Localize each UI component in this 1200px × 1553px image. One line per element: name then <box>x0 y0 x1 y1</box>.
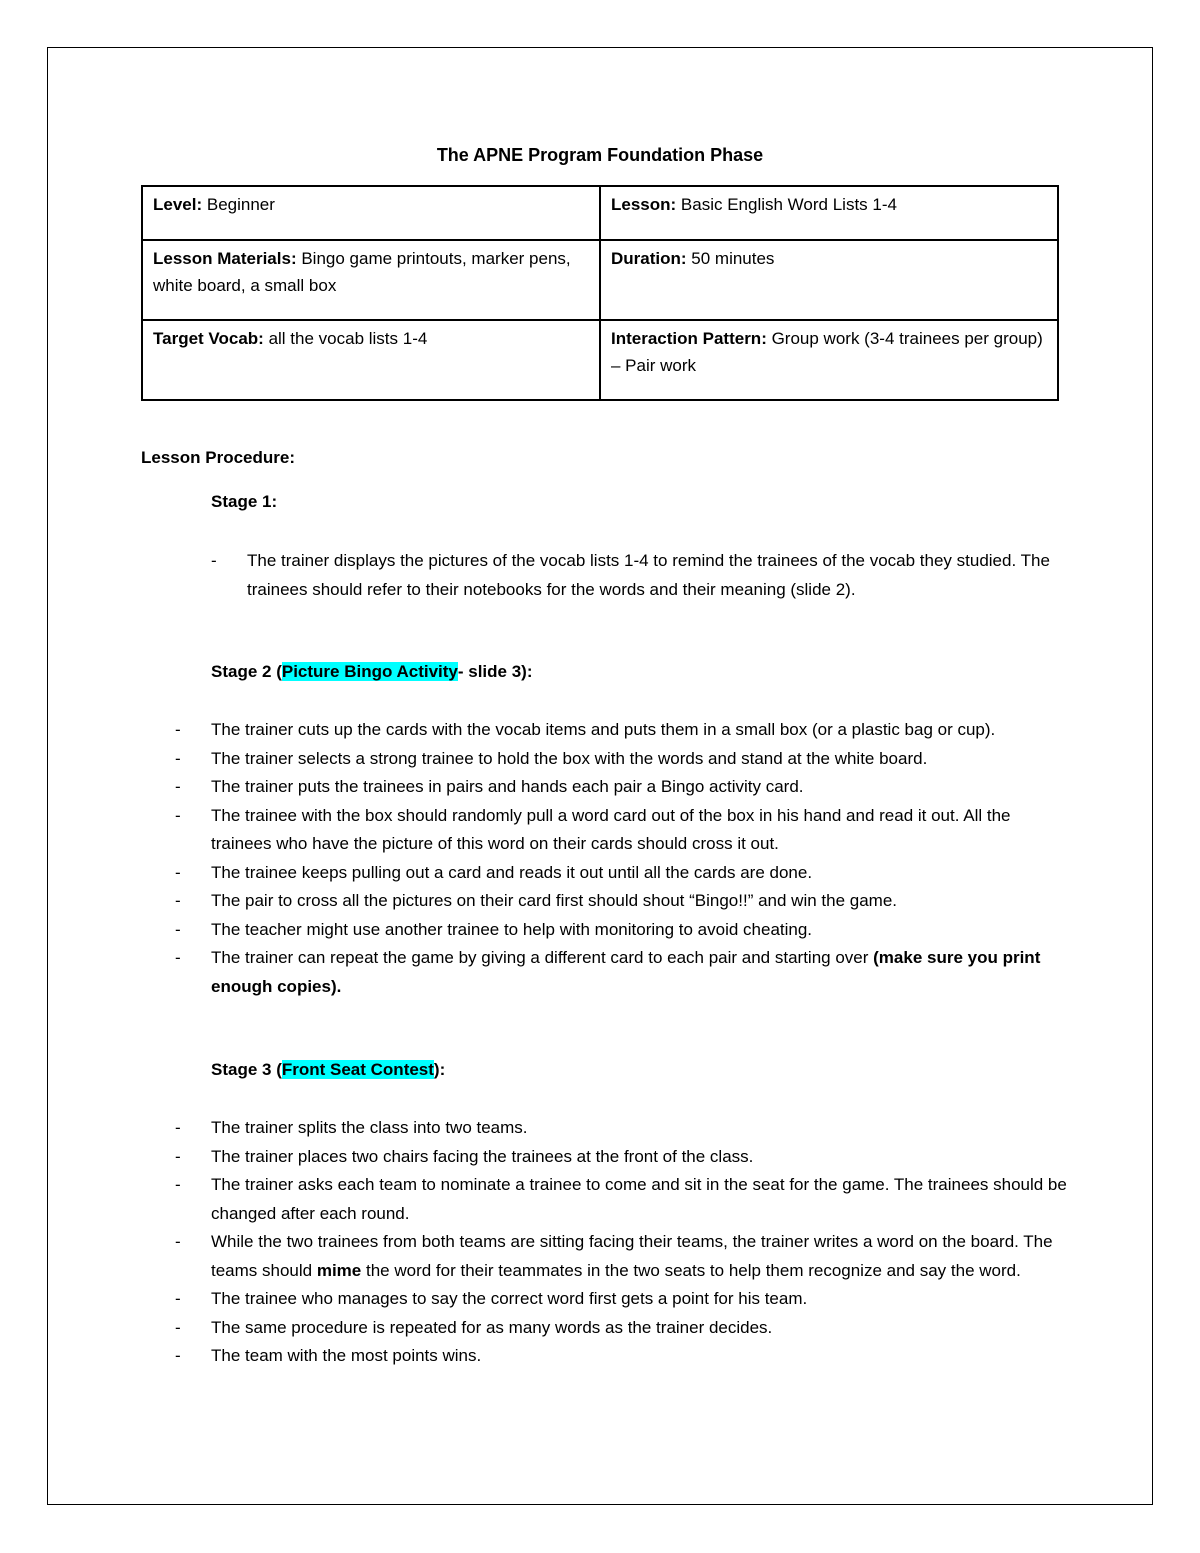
level-value: Beginner <box>202 195 275 214</box>
list-item <box>175 1171 1067 1228</box>
bullet-dash: - <box>175 1118 181 1137</box>
list-item <box>175 859 1067 888</box>
bullet-dash: - <box>175 1175 181 1194</box>
list-item-text: The trainer selects a strong trainee to hold the box with the words and stand at the white board. <box>211 748 928 768</box>
stage2-last-bold: (make sure you print enough copies). <box>211 948 1041 996</box>
list-item-text: The trainer splits the class into two teams. <box>211 1118 528 1137</box>
list-item-text: The teacher might use another trainee to help with monitoring to avoid cheating. <box>211 919 813 939</box>
bullet-dash: - <box>175 748 181 768</box>
list-item-text: The pair to cross all the pictures on their card first should shout “Bingo!!” and win the game. <box>211 891 898 910</box>
list-item-text: The team with the most points wins. <box>211 1346 482 1365</box>
bullet-dash: - <box>175 891 181 910</box>
list-item-text: The trainee with the box should randomly pull a word card out of the box in his hand and read it out. All the trainees who have the picture of this word on their cards should cross it out. <box>211 805 1011 853</box>
stage3-heading-suffix: ): <box>433 1060 446 1079</box>
bullet-dash: - <box>175 1232 181 1251</box>
list-item <box>175 745 1067 774</box>
lesson-cell <box>600 186 1058 240</box>
stage2-heading <box>211 662 533 682</box>
stage3-heading-highlight: Front Seat Contest <box>281 1060 434 1079</box>
list-item <box>175 773 1067 802</box>
bullet-dash: - <box>175 862 181 882</box>
list-item <box>175 1228 1067 1285</box>
bullet-dash: - <box>175 948 181 967</box>
list-item <box>175 1114 1067 1143</box>
stage3-list <box>175 1114 1067 1371</box>
list-item-text: The trainee who manages to say the correct word first gets a point for his team. <box>211 1289 808 1308</box>
list-item-text: The trainer puts the trainees in pairs and hands each pair a Bingo activity card. <box>211 777 804 796</box>
vocab-cell <box>142 320 600 400</box>
list-item <box>175 1285 1067 1314</box>
bullet-dash: - <box>175 777 181 796</box>
stage3-heading-prefix: Stage 3 ( <box>211 1060 282 1079</box>
vocab-label: Target Vocab: <box>153 329 264 348</box>
mime-before: While the two trainees from both teams are sitting facing their teams, the trainer writes a word on the board. The teams should <box>211 1232 1053 1280</box>
level-cell <box>142 186 600 240</box>
list-item <box>175 887 1067 916</box>
stage2-heading-prefix: Stage 2 ( <box>211 662 282 681</box>
duration-label: Duration: <box>611 249 687 268</box>
level-label: Level: <box>153 195 203 214</box>
list-item <box>211 547 1067 604</box>
list-item <box>175 944 1067 1001</box>
interaction-value: Group work (3-4 trainees per group) – Pair work <box>611 329 1043 375</box>
lesson-label: Lesson: <box>611 195 677 214</box>
vocab-value: all the vocab lists 1-4 <box>263 329 428 348</box>
bullet-dash: - <box>175 1146 181 1166</box>
bullet-dash: - <box>211 551 217 570</box>
list-item-text: The trainee keeps pulling out a card and reads it out until all the cards are done. <box>211 862 813 882</box>
stage2-heading-suffix: - slide 3): <box>457 662 533 681</box>
list-item-text: The trainer cuts up the cards with the vocab items and puts them in a small box (or a plastic bag or cup). <box>211 720 996 739</box>
list-item-text: The trainer asks each team to nominate a trainee to come and sit in the seat for the game. The trainees should be changed after each round. <box>211 1175 1067 1223</box>
stage2-last-text: The trainer can repeat the game by giving a different card to each pair and starting over <box>211 948 874 967</box>
list-item <box>175 1342 1067 1371</box>
lesson-info-table <box>141 185 1059 401</box>
mime-bold: mime <box>316 1260 362 1280</box>
materials-label: Lesson Materials: <box>153 249 297 268</box>
list-item-text: The same procedure is repeated for as many words as the trainer decides. <box>211 1317 773 1337</box>
duration-value: 50 minutes <box>686 249 775 268</box>
bullet-dash: - <box>175 919 181 939</box>
bullet-dash: - <box>175 1346 181 1365</box>
list-item <box>175 1143 1067 1172</box>
list-item <box>175 916 1067 945</box>
procedure-heading: Lesson Procedure: <box>141 448 295 467</box>
bullet-dash: - <box>175 720 181 739</box>
stage2-heading-highlight: Picture Bingo Activity <box>281 662 458 681</box>
stage2-list <box>175 716 1067 1001</box>
list-item-text: The trainer places two chairs facing the trainees at the front of the class. <box>211 1146 754 1166</box>
document-title: The APNE Program Foundation Phase <box>436 145 764 165</box>
mime-after: the word for their teammates in the two seats to help them recognize and say the word. <box>361 1260 1021 1280</box>
stage3-heading <box>211 1060 445 1080</box>
bullet-dash: - <box>175 805 181 825</box>
materials-value: Bingo game printouts, marker pens, white board, a small box <box>153 249 571 295</box>
bullet-dash: - <box>175 1289 181 1308</box>
list-item-text: The trainer displays the pictures of the vocab lists 1-4 to remind the trainees of the vocab they studied. The trainees should refer to their notebooks for the words and their meaning (slide 2). <box>247 551 1050 599</box>
list-item <box>175 802 1067 859</box>
stage1-heading: Stage 1: <box>211 492 278 511</box>
lesson-value: Basic English Word Lists 1-4 <box>676 195 897 214</box>
materials-cell <box>142 240 600 320</box>
interaction-cell <box>600 320 1058 400</box>
stage1-list <box>211 547 1067 604</box>
list-item <box>175 716 1067 745</box>
interaction-label: Interaction Pattern: <box>611 329 767 348</box>
duration-cell <box>600 240 1058 320</box>
list-item <box>175 1314 1067 1343</box>
bullet-dash: - <box>175 1317 181 1337</box>
